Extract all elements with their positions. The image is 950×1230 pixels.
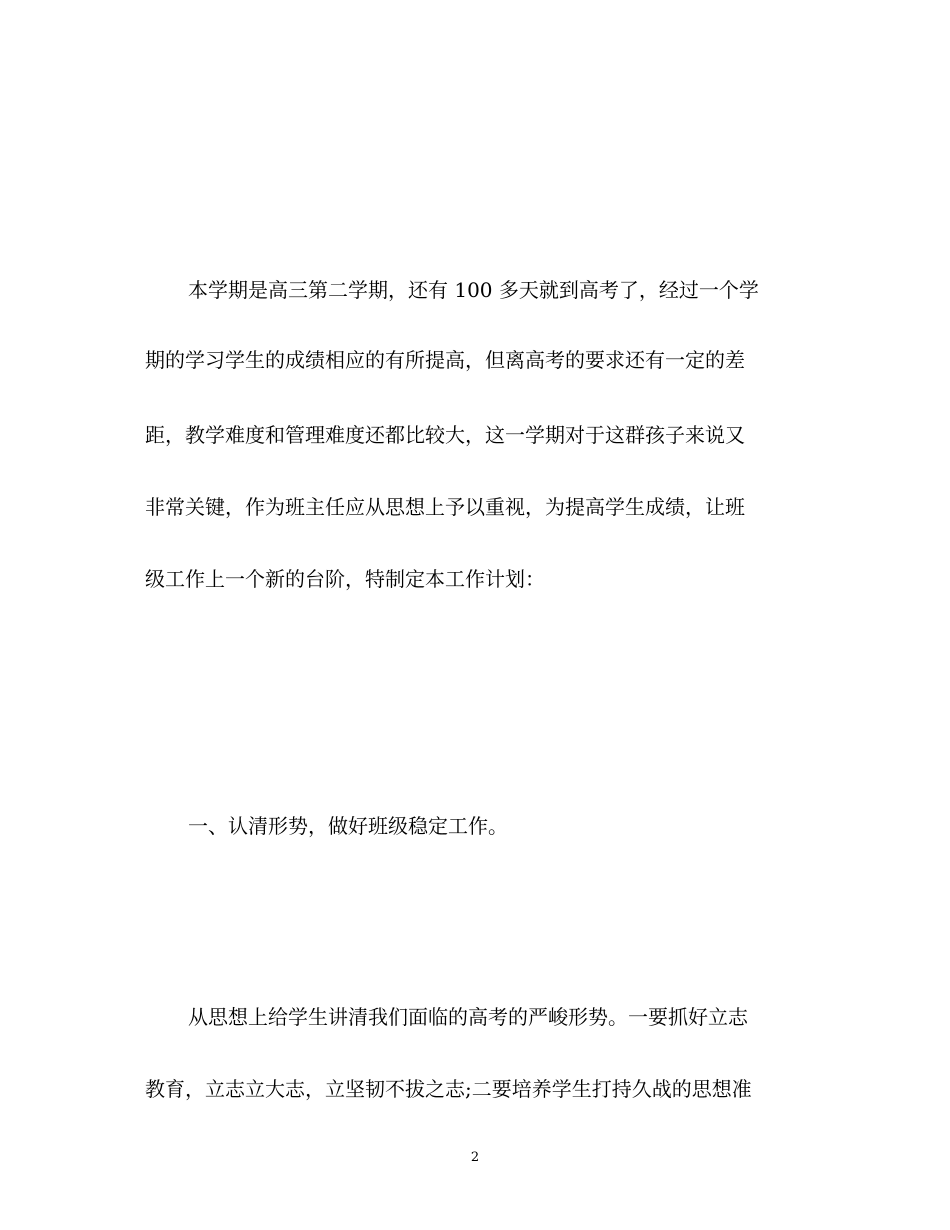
- paragraph-3-line-1: 从思想上给学生讲清我们面临的高考的严峻形势。一要抓好立志: [188, 1005, 748, 1029]
- paragraph-1-line-3: 距，教学难度和管理难度还都比较大，这一学期对于这群孩子来说又: [145, 423, 745, 447]
- paragraph-3-line-2: 教育，立志立大志，立坚韧不拔之志;二要培养学生打持久战的思想准: [145, 1077, 752, 1101]
- paragraph-1-line-2: 期的学习学生的成绩相应的有所提高，但离高考的要求还有一定的差: [145, 348, 745, 372]
- paragraph-1-line-5: 级工作上一个新的台阶，特制定本工作计划：: [145, 567, 545, 591]
- paragraph-1-line-1: 本学期是高三第二学期，还有 100 多天就到高考了，经过一个学: [188, 278, 759, 302]
- paragraph-1-line-4: 非常关键，作为班主任应从思想上予以重视，为提高学生成绩，让班: [145, 495, 745, 519]
- section-heading-1: 一、认清形势，做好班级稳定工作。: [188, 814, 508, 838]
- page-number: 2: [470, 1150, 480, 1165]
